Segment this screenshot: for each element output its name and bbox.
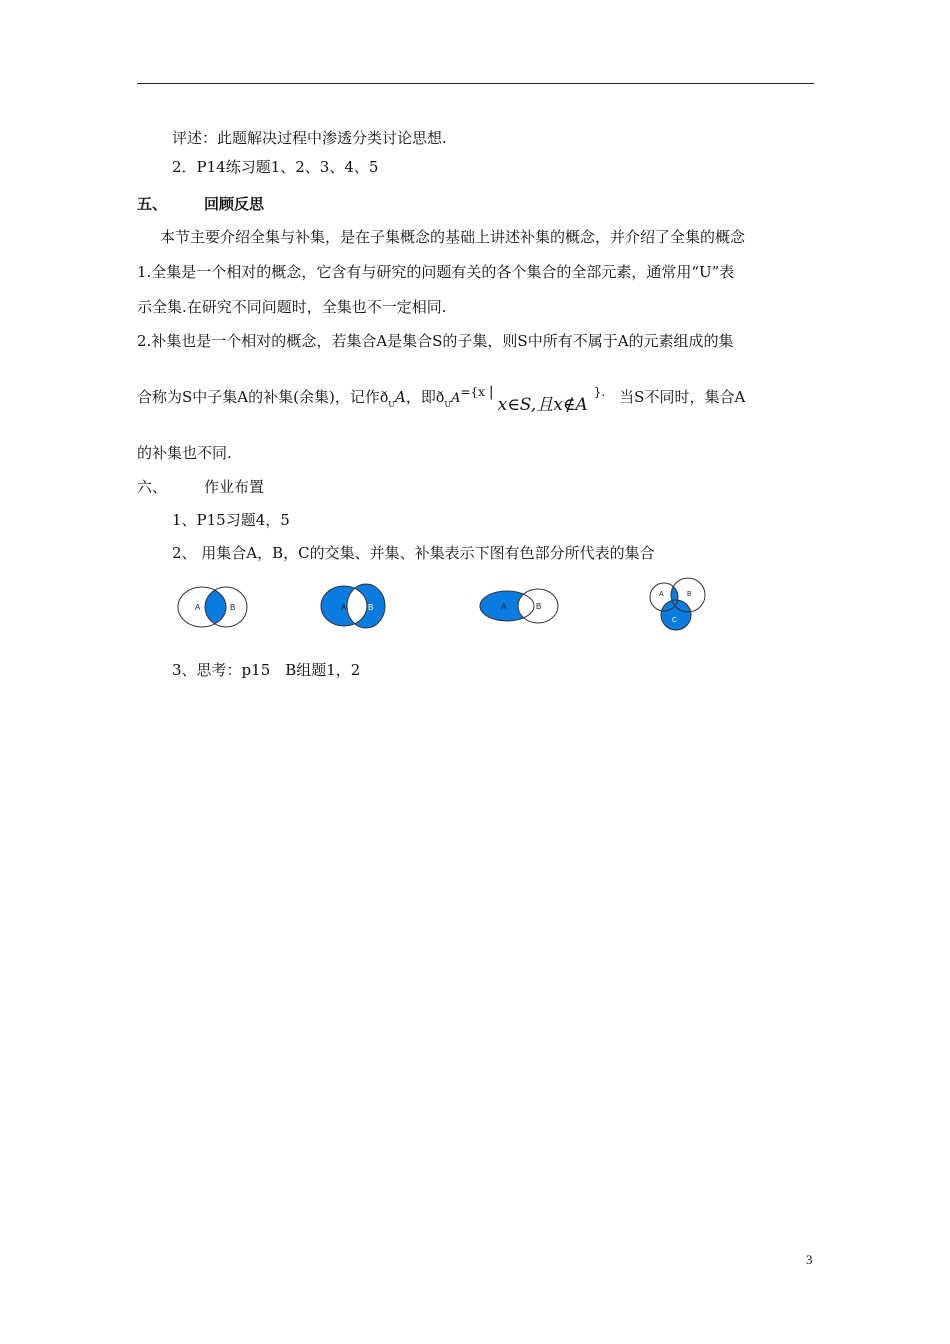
exercise-line: 2．P14练习题1、2、3、4、5 [172,158,379,176]
complement-text-3: 当S不同时，集合A [619,388,746,406]
venn-diagram-three-sets [647,575,709,633]
venn3-label-a: A [501,602,507,611]
point2-line2 [137,382,745,415]
complement-text-2: ，即 [405,388,436,406]
set-bar: | [488,384,494,400]
header-rule [137,83,814,84]
venn2-label-a: A [341,603,347,612]
page-number: 3 [806,1252,813,1267]
venn-diagram-symmetric-difference [318,582,390,630]
venn-diagram-difference [477,588,561,626]
set-condition: x∈S,且x∉A [497,395,588,415]
section6-title: 作业布置 [204,478,265,496]
venn-diagram-intersection [176,585,252,631]
complement-var-2: A [451,391,461,406]
summary-intro: 本节主要介绍全集与补集，是在子集概念的基础上讲述补集的概念，并介绍了全集的概念 [160,228,746,246]
set-open: ={x [460,385,485,399]
comment-line: 评述：此题解决过程中渗透分类讨论思想. [172,129,447,147]
venn4-label-b: B [687,591,692,598]
venn1-label-a: A [195,603,201,612]
complement-symbol-2: ð [435,390,445,406]
venn3-label-b: B [536,602,542,611]
section5-title: 回顾反思 [204,195,265,213]
venn1-label-b: B [230,603,236,612]
homework-3: 3、思考：p15 B组题1，2 [172,661,361,679]
point2-line1: 2.补集也是一个相对的概念，若集合A是集合S的子集，则S中所有不属于A的元素组成的集 [137,332,734,350]
homework-1: 1、P15习题4，5 [172,511,290,529]
complement-var-1: A [395,388,406,406]
complement-subscript-2: U [444,400,452,409]
complement-subscript-1: U [388,400,396,409]
homework-2: 2、 用集合A，B，C的交集、并集、补集表示下图有色部分所代表的集合 [172,544,655,562]
set-close: }. [593,385,606,399]
point1-line1: 1.全集是一个相对的概念，它含有与研究的问题有关的各个集合的全部元素，通常用“U”表 [137,263,735,281]
venn4-label-a: A [659,591,664,598]
complement-text-1: 合称为S中子集A的补集(余集)，记作 [137,388,380,406]
point2-line3: 的补集也不同. [137,444,232,462]
venn4-label-c: C [672,617,678,624]
venn2-label-b: B [368,603,374,612]
section5-number: 五、 [137,195,168,213]
point1-line2: 示全集.在研究不同问题时，全集也不一定相同. [137,298,447,316]
section6-number: 六、 [137,478,168,496]
complement-symbol-1: ð [379,390,389,406]
